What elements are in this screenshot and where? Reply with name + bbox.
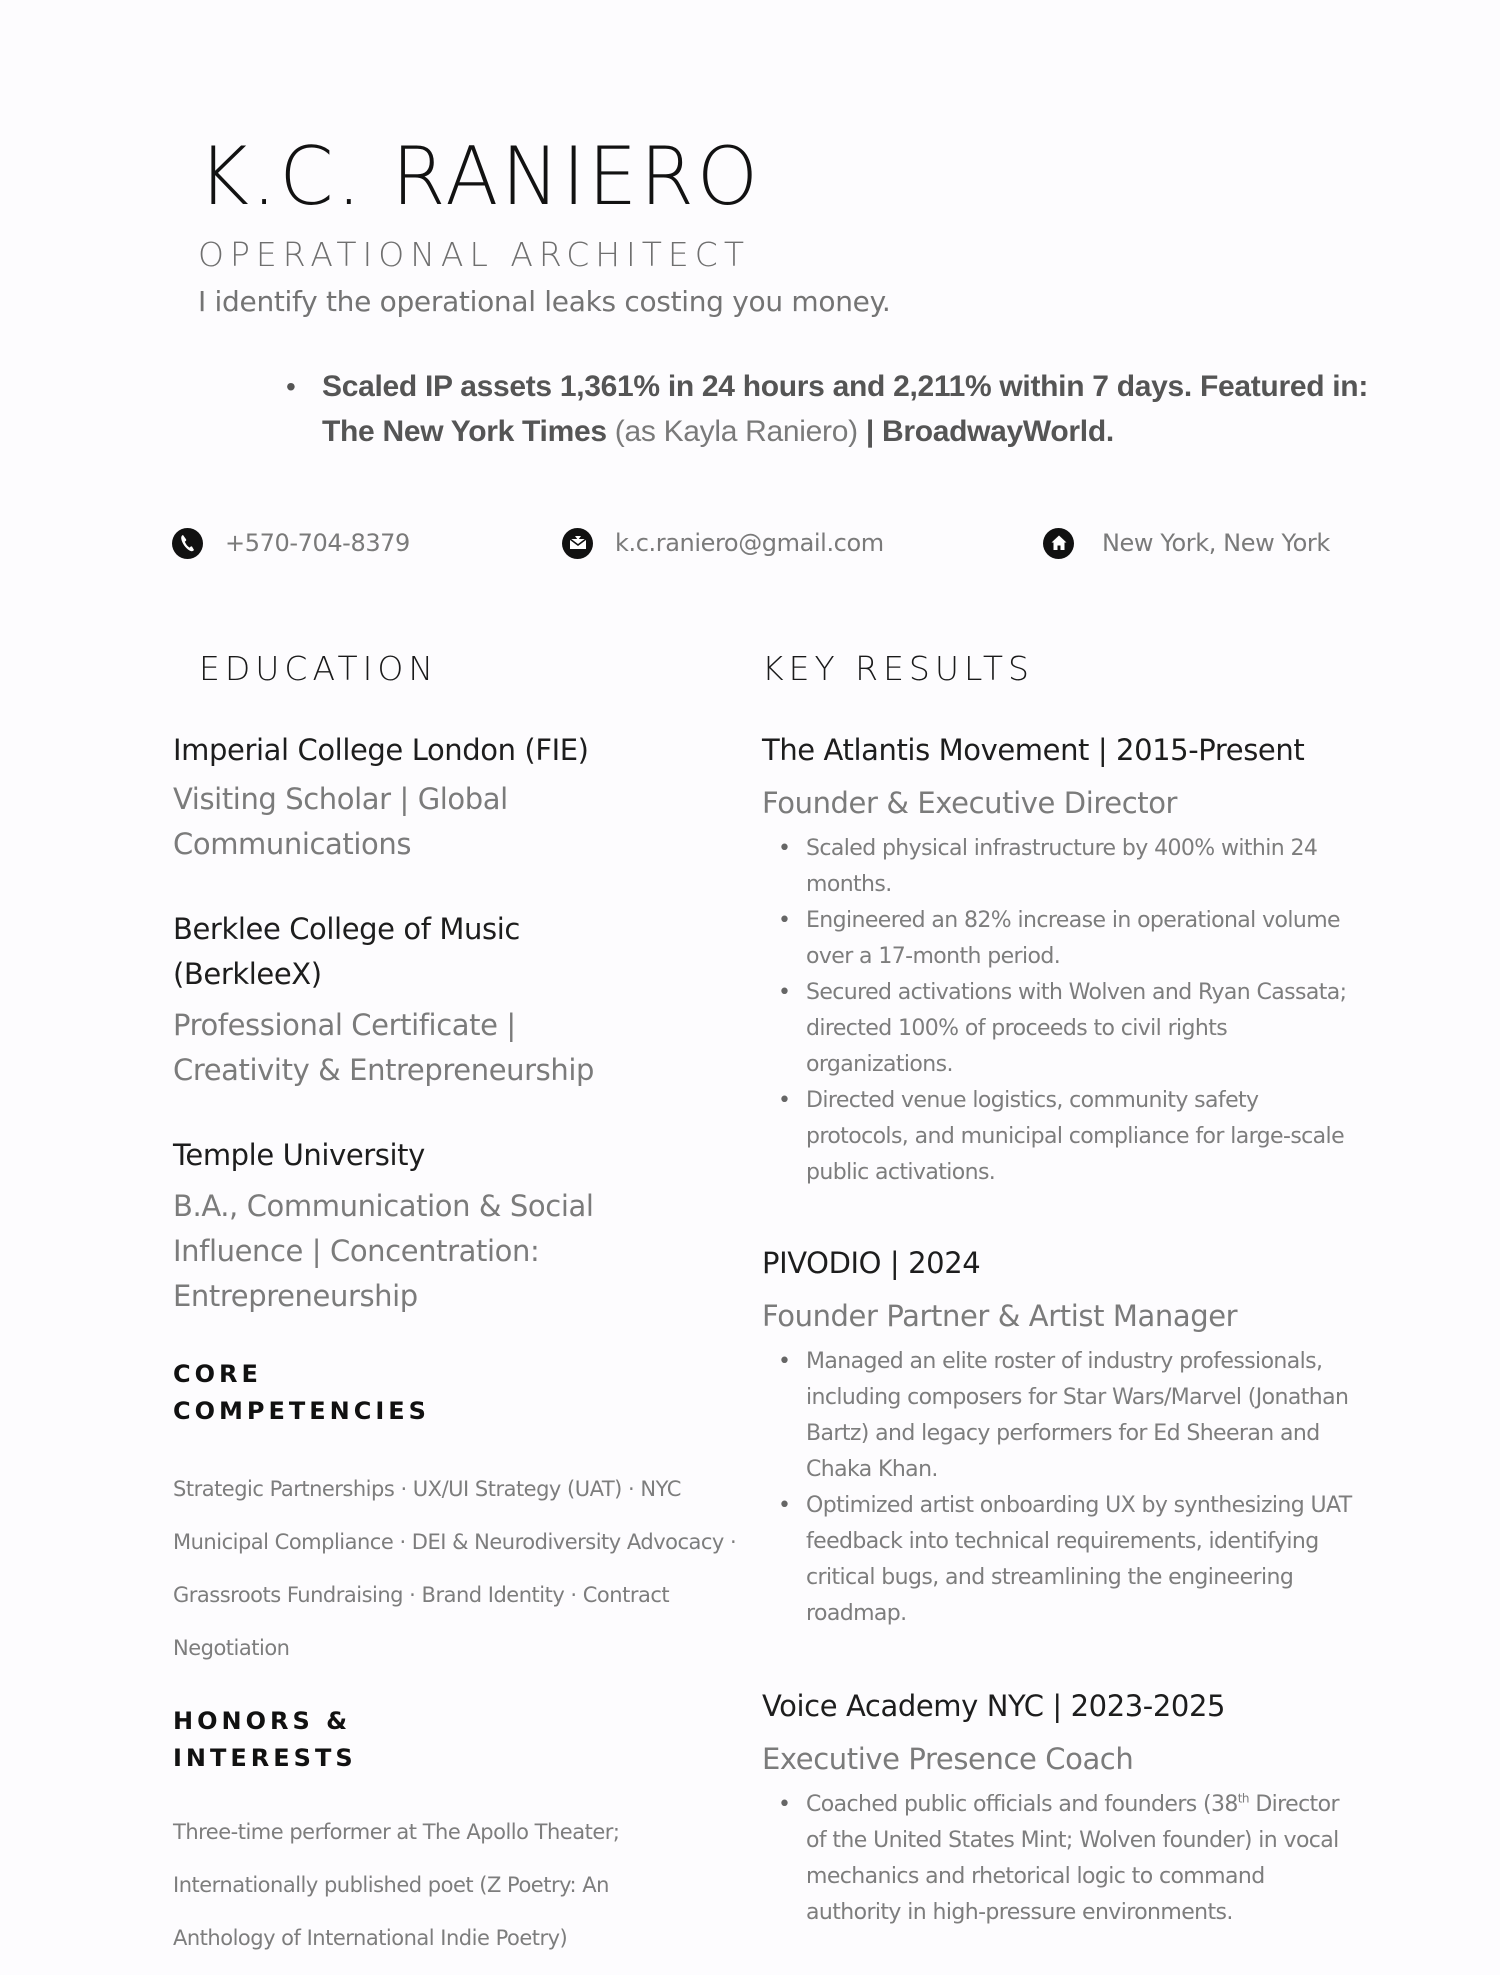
contact-email[interactable] bbox=[562, 524, 884, 562]
competencies-heading-line2: COMPETENCIES bbox=[173, 1397, 430, 1425]
ordinal-suffix: th bbox=[1237, 1791, 1249, 1806]
competencies-heading bbox=[173, 1356, 430, 1430]
edu-school: Imperial College London (FIE) bbox=[173, 733, 589, 767]
contact-location bbox=[1043, 524, 1330, 562]
job-bullets bbox=[762, 1787, 1362, 1931]
envelope-icon bbox=[562, 528, 593, 559]
bullet-text: Coached public officials and founders (38 bbox=[806, 1792, 1238, 1817]
edu-degree: Visiting Scholar | Global Communications bbox=[173, 782, 508, 861]
bullet-text: Optimized artist onboarding UX by synthesizing UAT feedback into technical requirements, identifying critical bugs, and streamlining the engineering roadmap. bbox=[806, 1493, 1352, 1626]
job-entry bbox=[762, 1684, 1362, 1931]
bullet-dot: • bbox=[778, 1792, 791, 1817]
bullet-text: Managed an elite roster of industry professionals, including composers for Star Wars/Marvel (Jonathan Bartz) and legacy performers for Ed Sheeran and Chaka Khan. bbox=[806, 1349, 1349, 1482]
bullet-dot: • bbox=[778, 980, 791, 1005]
bullet-dot: • bbox=[778, 1088, 791, 1113]
honors-heading-line1: HONORS & bbox=[173, 1707, 352, 1735]
bullet-text: Directed venue logistics, community safety protocols, and municipal compliance for large-scale public activations. bbox=[806, 1088, 1345, 1185]
job-header: PIVODIO | 2024 bbox=[762, 1246, 981, 1280]
bullet-dot: • bbox=[286, 371, 296, 402]
edu-degree: Professional Certificate | Creativity & Entrepreneurship bbox=[173, 1008, 594, 1087]
phone-icon bbox=[172, 528, 203, 559]
candidate-title: OPERATIONAL ARCHITECT bbox=[198, 235, 750, 274]
job-bullet bbox=[762, 1344, 1362, 1488]
bullet-text: Secured activations with Wolven and Ryan Cassata; directed 100% of proceeds to civil rights organizations. bbox=[806, 980, 1347, 1077]
job-bullet bbox=[762, 1787, 1362, 1931]
job-header: Voice Academy NYC | 2023-2025 bbox=[762, 1689, 1226, 1723]
bullet-text: Director of the United States Mint; Wolven founder) in vocal mechanics and rhetorical logic to command authority in high-pressure environments. bbox=[806, 1792, 1339, 1925]
job-bullet bbox=[762, 1083, 1362, 1191]
location: New York, New York bbox=[1102, 529, 1330, 557]
key-results-heading: KEY RESULTS bbox=[762, 649, 1034, 688]
job-role: Executive Presence Coach bbox=[762, 1742, 1134, 1776]
honors-text: Three-time performer at The Apollo Theater; Internationally published poet (Z Poetry: An Anthology of International Indie Poetry) bbox=[173, 1820, 620, 1950]
bullet-text: Engineered an 82% increase in operational volume over a 17-month period. bbox=[806, 908, 1340, 969]
education-item bbox=[173, 907, 733, 1093]
job-bullet bbox=[762, 1488, 1362, 1632]
bullet-dot: • bbox=[778, 1349, 791, 1374]
highlight-part-bold-2: | BroadwayWorld. bbox=[865, 415, 1114, 448]
job-role: Founder & Executive Director bbox=[762, 786, 1178, 820]
honors-heading-line2: INTERESTS bbox=[173, 1744, 357, 1772]
job-bullet bbox=[762, 903, 1362, 975]
honors-heading bbox=[173, 1703, 357, 1777]
edu-school: Berklee College of Music (BerkleeX) bbox=[173, 912, 520, 991]
phone-number: +570-704-8379 bbox=[225, 529, 410, 557]
competencies-heading-line1: CORE bbox=[173, 1360, 262, 1388]
education-heading: EDUCATION bbox=[199, 649, 439, 688]
candidate-name: K.C. RANIERO bbox=[198, 130, 761, 223]
education-item bbox=[173, 1133, 733, 1319]
highlight-part-light: (as Kayla Raniero) bbox=[606, 415, 866, 448]
job-bullet bbox=[762, 975, 1362, 1083]
job-role: Founder Partner & Artist Manager bbox=[762, 1299, 1238, 1333]
bullet-dot: • bbox=[778, 836, 791, 861]
job-entry bbox=[762, 1241, 1362, 1632]
bullet-dot: • bbox=[778, 1493, 791, 1518]
job-header: The Atlantis Movement | 2015-Present bbox=[762, 733, 1305, 767]
bullet-dot: • bbox=[778, 908, 791, 933]
job-bullet bbox=[762, 831, 1362, 903]
job-entry bbox=[762, 728, 1362, 1191]
highlight-bullet bbox=[286, 364, 1386, 454]
bullet-text: Scaled physical infrastructure by 400% within 24 months. bbox=[806, 836, 1318, 897]
highlight-text bbox=[322, 364, 1382, 454]
job-bullets bbox=[762, 1344, 1362, 1632]
job-bullets bbox=[762, 831, 1362, 1191]
education-item bbox=[173, 728, 733, 867]
candidate-tagline: I identify the operational leaks costing you money. bbox=[198, 285, 891, 318]
competencies-text: Strategic Partnerships · UX/UI Strategy (UAT) · NYC Municipal Compliance · DEI & Neurodiversity Advocacy · Grassroots Fundraising · Brand Identity · Contract Negotiation bbox=[173, 1477, 737, 1660]
contact-phone[interactable] bbox=[172, 524, 410, 562]
highlight-part-bold: Scaled IP assets 1,361% in 24 hours and 2,211% within 7 days. Featured in: The New York Times bbox=[322, 370, 1369, 448]
email-address: k.c.raniero@gmail.com bbox=[615, 529, 884, 557]
edu-degree: B.A., Communication & Social Influence | Concentration: Entrepreneurship bbox=[173, 1189, 594, 1313]
edu-school: Temple University bbox=[173, 1138, 425, 1172]
home-icon bbox=[1043, 528, 1074, 559]
